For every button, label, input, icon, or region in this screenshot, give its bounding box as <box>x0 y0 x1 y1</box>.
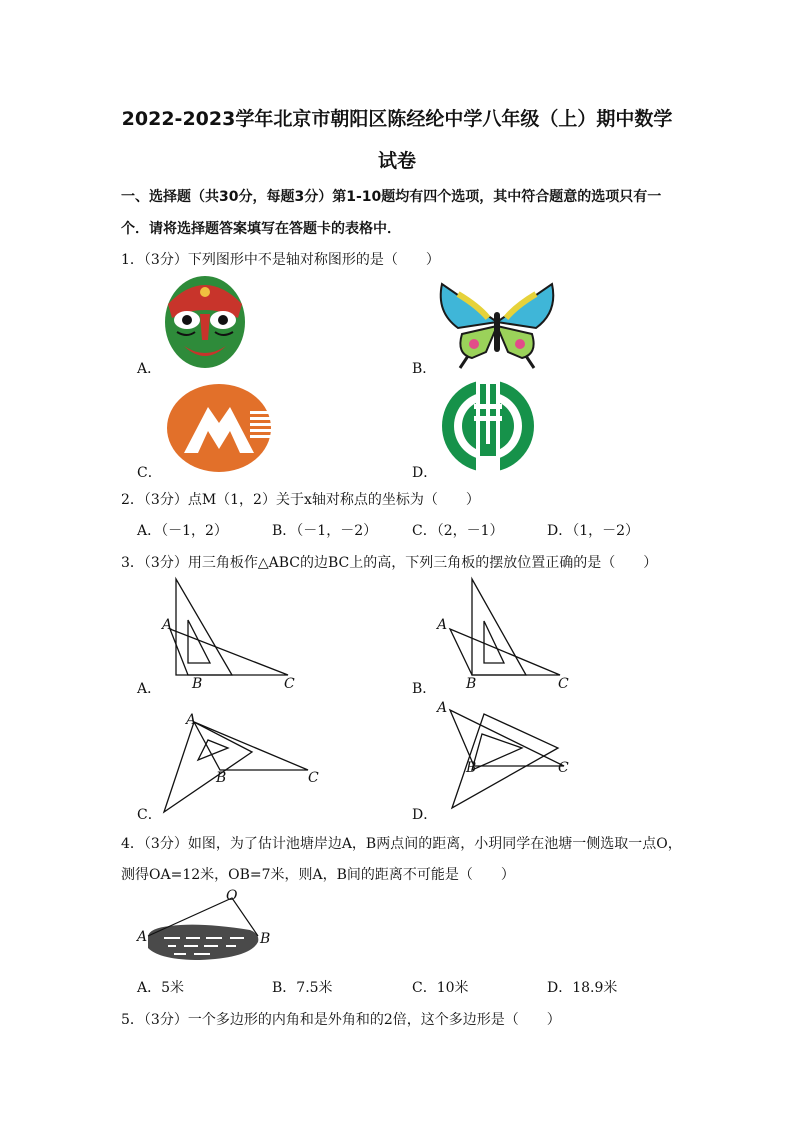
q4-option-d: D．18.9米 <box>547 980 618 996</box>
q3d-point-b-label: B <box>466 760 477 776</box>
q4-option-a: A．5米 <box>137 980 185 996</box>
q3-option-c-label: C． <box>137 807 162 823</box>
q3d-point-a-label: A <box>437 700 448 716</box>
q3b-point-c-label: C <box>558 676 569 692</box>
q3-option-a-diagram <box>150 575 310 690</box>
q3-option-c-diagram <box>150 712 320 822</box>
q3-option-d-label: D． <box>412 807 438 823</box>
q1-option-b-label: B． <box>412 361 437 377</box>
q1-bank-logo-m-image <box>166 383 272 473</box>
q4-option-c: C．10米 <box>412 980 469 996</box>
q3-option-b-diagram <box>430 575 590 690</box>
q4-point-b-label: B <box>260 931 271 947</box>
section1-instruction-line1: 一、选择题（共30分，每题3分）第1-10题均有四个选项，其中符合题意的选项只有一 <box>121 189 662 205</box>
q2-text: 2．（3分）点M（1，2）关于x轴对称点的坐标为（ ） <box>121 492 480 508</box>
q1-option-d-label: D． <box>412 465 438 481</box>
q4-option-b: B．7.5米 <box>272 980 333 996</box>
q1-text: 1．（3分）下列图形中不是轴对称图形的是（ ） <box>121 252 440 268</box>
q2-option-c: C．（2，－1） <box>412 523 504 539</box>
q4-pond-diagram <box>140 888 280 968</box>
q4-point-a-label: A <box>137 929 148 945</box>
q1-butterfly-image <box>438 282 556 370</box>
q3d-point-c-label: C <box>558 760 569 776</box>
q3-option-b-label: B． <box>412 681 437 697</box>
q3c-point-a-label: A <box>186 712 197 728</box>
q3-option-a-label: A． <box>137 681 162 697</box>
section1-instruction-line2: 个．请将选择题答案填写在答题卡的表格中． <box>121 221 401 237</box>
q4-text-line2: 测得OA=12米，OB=7米，则A，B间的距离不可能是（ ） <box>121 867 515 883</box>
q3-text: 3．（3分）用三角板作△ABC的边BC上的高，下列三角板的摆放位置正确的是（ ） <box>121 555 658 571</box>
q1-opera-mask-image <box>162 274 248 370</box>
q1-bank-logo-circle-image <box>440 378 536 474</box>
exam-title-line2: 试卷 <box>377 150 416 172</box>
q4-text-line1: 4．（3分）如图，为了估计池塘岸边A，B两点间的距离，小玥同学在池塘一侧选取一点O， <box>121 836 682 852</box>
q2-option-b: B．（－1，－2） <box>272 523 378 539</box>
q3c-point-c-label: C <box>308 770 319 786</box>
q1-option-a-label: A． <box>137 361 162 377</box>
exam-title-line1: 2022-2023学年北京市朝阳区陈经纶中学八年级（上）期中数学 <box>121 108 673 130</box>
q2-option-d: D．（1，－2） <box>547 523 640 539</box>
q2-option-a: A．（－1，2） <box>137 523 228 539</box>
q3-option-d-diagram <box>430 700 600 815</box>
q1-option-c-label: C． <box>137 465 162 481</box>
q3c-point-b-label: B <box>216 770 227 786</box>
q3a-point-b-label: B <box>192 676 203 692</box>
q4-point-o-label: O <box>226 888 238 904</box>
q3a-point-a-label: A <box>162 617 173 633</box>
q3a-point-c-label: C <box>284 676 295 692</box>
q3b-point-b-label: B <box>466 676 477 692</box>
q5-text: 5．（3分）一个多边形的内角和是外角和的2倍，这个多边形是（ ） <box>121 1012 561 1028</box>
q3b-point-a-label: A <box>437 617 448 633</box>
